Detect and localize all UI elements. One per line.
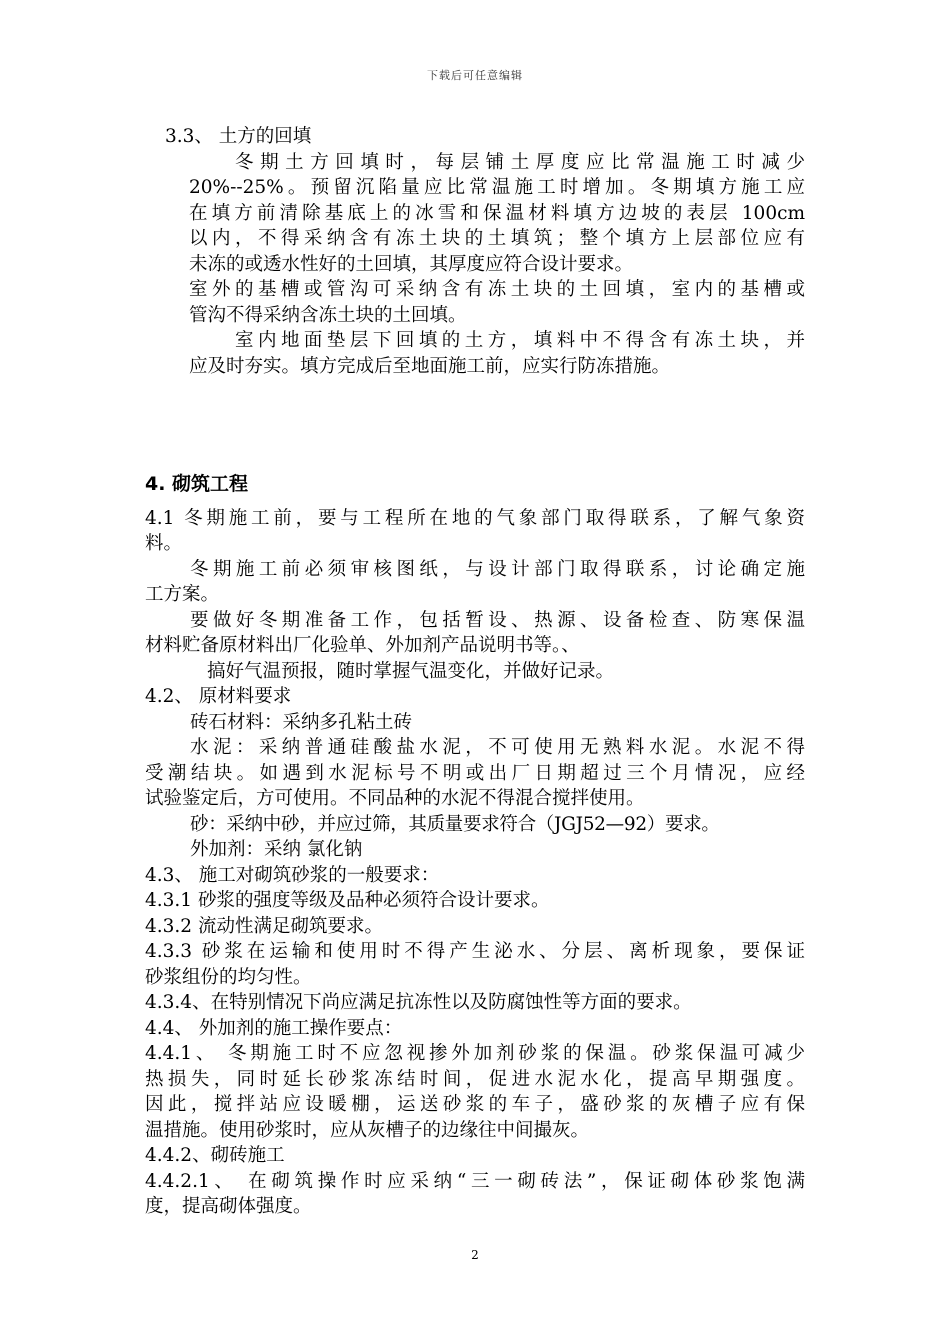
paragraph-line: 热损失，同时延长砂浆冻结时间，促进水泥水化，提高早期强度。 xyxy=(145,1068,805,1090)
paragraph-line: 砂：采纳中砂，并应过筛，其质量要求符合（JGJ52—92）要求。 xyxy=(190,813,720,835)
paragraph-line: 料。 xyxy=(145,533,183,554)
document-body xyxy=(145,124,825,1220)
paragraph-line: 以内，不得采纳含有冻土块的土填筑；整个填方上层部位应有 xyxy=(189,228,805,249)
page-number: 2 xyxy=(471,1248,479,1262)
paragraph-line: 应及时夯实。填方完成后至地面施工前，应实行防冻措施。 xyxy=(189,355,671,377)
section-4-heading: 4. 砌筑工程 xyxy=(145,473,249,495)
paragraph-line: 4.3.2 流动性满足砌筑要求。 xyxy=(145,915,383,937)
paragraph-line: 20%--25%。预留沉陷量应比常温施工时增加。冬期填方施工应 xyxy=(189,177,805,198)
paragraph-line: 未冻的或透水性好的土回填，其厚度应符合设计要求。 xyxy=(189,253,634,275)
paragraph-line: 冬期土方回填时，每层铺土厚度应比常温施工时减少 xyxy=(235,151,805,173)
paragraph-line: 4.3.4、在特别情况下尚应满足抗冻性以及防腐蚀性等方面的要求。 xyxy=(145,992,692,1013)
paragraph-line: 在填方前清除基底上的冰雪和保温材料填方边坡的表层 100cm xyxy=(189,202,805,224)
paragraph-line: 水泥：采纳普通硅酸盐水泥，不可使用无熟料水泥。水泥不得 xyxy=(190,737,805,758)
paragraph-line: 受潮结块。如遇到水泥标号不明或出厂日期超过三个月情况，应经 xyxy=(145,762,805,784)
section-4-4-2-title: 4.4.2、砌砖施工 xyxy=(145,1145,285,1166)
paragraph-line: 搞好气温预报，随时掌握气温变化，并做好记录。 xyxy=(207,660,615,682)
paragraph-line: 冬期施工前必须审核图纸，与设计部门取得联系，讨论确定施 xyxy=(190,558,805,580)
paragraph-line: 室内地面垫层下回填的土方，填料中不得含有冻土块，并 xyxy=(235,330,805,351)
paragraph-line: 温措施。使用砂浆时，应从灰槽子的边缘往中间撮灰。 xyxy=(145,1119,590,1141)
paragraph-line: 外加剂：采纳 氯化钠 xyxy=(190,839,363,860)
paragraph-line: 室外的基槽或管沟可采纳含有冻土块的土回填，室内的基槽或 xyxy=(189,279,805,300)
paragraph-line: 砂浆组份的均匀性。 xyxy=(145,966,312,988)
section-4-3-title: 4.3、 施工对砌筑砂浆的一般要求： xyxy=(145,864,440,886)
page-header: 下载后可任意编辑 xyxy=(427,69,523,82)
paragraph-line: 4.3.3 砂浆在运输和使用时不得产生泌水、分层、离析现象，要保证 xyxy=(145,941,805,962)
paragraph-line: 4.4.2.1、 在砌筑操作时应采纳“三一砌砖法”，保证砌体砂浆饱满 xyxy=(145,1170,805,1192)
paragraph-line: 试验鉴定后，方可使用。不同品种的水泥不得混合搅拌使用。 xyxy=(145,788,645,809)
paragraph-line: 度，提高砌体强度。 xyxy=(145,1196,312,1217)
section-4-4-title: 4.4、 外加剂的施工操作要点： xyxy=(145,1017,403,1039)
paragraph-line: 4.4.1、 冬期施工时不应忽视掺外加剂砂浆的保温。砂浆保温可减少 xyxy=(145,1043,805,1064)
section-4-2-title: 4.2、 原材料要求 xyxy=(145,686,292,707)
paragraph-line: 工方案。 xyxy=(145,584,220,605)
paragraph-line: 要做好冬期准备工作，包括暂设、热源、设备检查、防寒保温 xyxy=(190,609,805,631)
paragraph-line: 4.1 冬期施工前，要与工程所在地的气象部门取得联系，了解气象资 xyxy=(145,507,805,529)
paragraph-line: 管沟不得采纳含冻土块的土回填。 xyxy=(189,304,467,326)
paragraph-line: 因此，搅拌站应设暖棚，运送砂浆的车子，盛砂浆的灰槽子应有保 xyxy=(145,1094,805,1115)
paragraph-line: 材料贮备原材料出厂化验单、外加剂产品说明书等。、 xyxy=(145,635,580,656)
section-3-3-title: 3.3、 土方的回填 xyxy=(165,126,312,147)
paragraph-line: 4.3.1 砂浆的强度等级及品种必须符合设计要求。 xyxy=(145,890,550,911)
paragraph-line: 砖石材料：采纳多孔粘土砖 xyxy=(190,711,413,733)
